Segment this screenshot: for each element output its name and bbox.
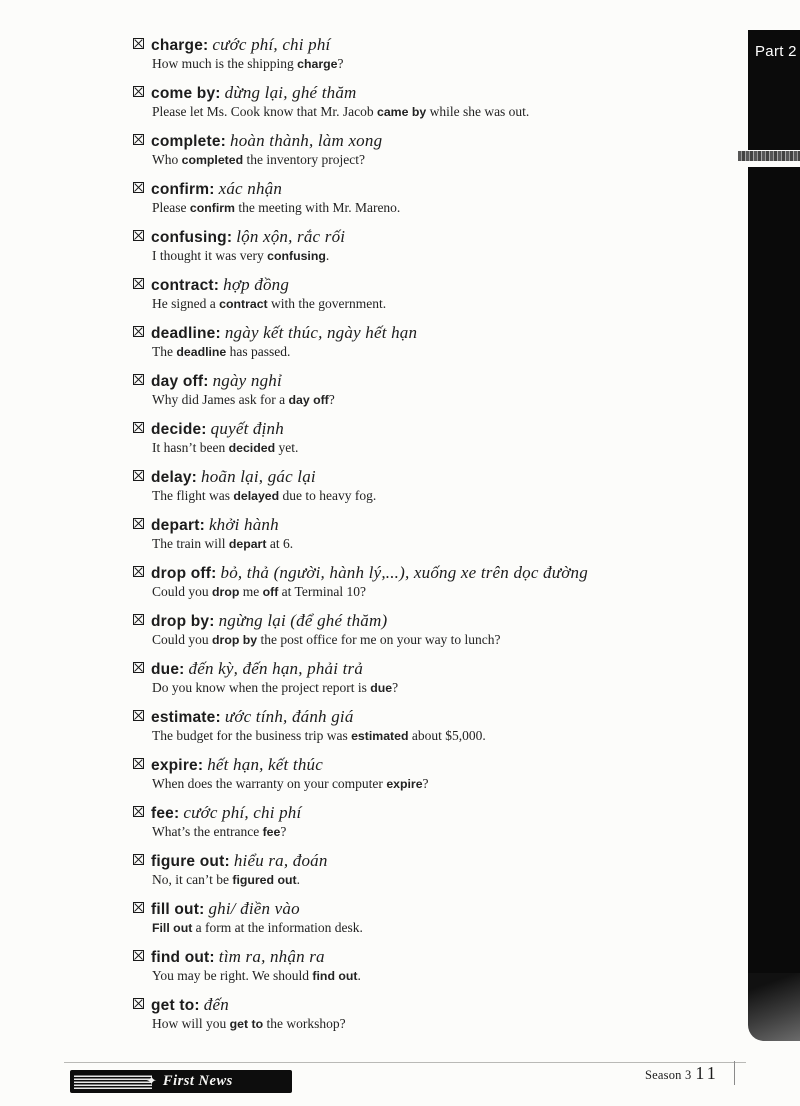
entry-meaning: ghi/ điền vào <box>208 899 300 918</box>
entry-meaning: tìm ra, nhận ra <box>218 947 325 966</box>
entry-word: due: <box>151 661 185 678</box>
entry-head <box>133 130 763 152</box>
entry-word: delay: <box>151 469 197 486</box>
entry-meaning: hợp đồng <box>223 275 290 294</box>
checkbox-icon <box>133 278 144 289</box>
checkbox-icon <box>133 710 144 721</box>
publisher-name: First News <box>162 1073 233 1089</box>
vocab-entry <box>133 274 763 312</box>
entry-word: come by: <box>151 85 221 102</box>
entry-meaning: xác nhận <box>218 179 283 198</box>
vocab-entry <box>133 754 763 792</box>
entry-head <box>133 802 763 824</box>
entry-word: depart: <box>151 517 205 534</box>
vocab-entry <box>133 994 763 1032</box>
entry-meaning: dừng lại, ghé thăm <box>224 83 357 102</box>
checkbox-icon <box>133 902 144 913</box>
entry-head <box>133 34 763 56</box>
vocab-entry <box>133 658 763 696</box>
entry-word: fee: <box>151 805 180 822</box>
entry-head <box>133 274 763 296</box>
entry-example: Please confirm the meeting with Mr. Mareno. <box>152 200 401 215</box>
entry-example: The deadline has passed. <box>152 344 291 359</box>
entry-word: complete: <box>151 133 227 150</box>
vocab-entry <box>133 226 763 264</box>
checkbox-icon <box>133 518 144 529</box>
entry-meaning: ngừng lại (để ghé thăm) <box>218 611 388 630</box>
entry-word: deadline: <box>151 325 221 342</box>
vocab-list <box>133 34 763 1042</box>
entry-meaning: hết hạn, kết thúc <box>207 755 323 774</box>
entry-head <box>133 946 763 968</box>
vocab-entry <box>133 562 763 600</box>
entry-meaning: cước phí, chi phí <box>212 35 331 54</box>
entry-meaning: đến <box>203 995 229 1014</box>
entry-example: The train will depart at 6. <box>152 536 294 551</box>
page-number: 11 <box>695 1063 719 1083</box>
entry-meaning: hoãn lại, gác lại <box>201 467 316 486</box>
entry-meaning: khởi hành <box>208 515 279 534</box>
entry-word: decide: <box>151 421 207 438</box>
entry-word: contract: <box>151 277 220 294</box>
entry-word: expire: <box>151 757 204 774</box>
vocab-entry <box>133 82 763 120</box>
entry-example: Could you drop me off at Terminal 10? <box>152 584 366 599</box>
entry-head <box>133 562 763 584</box>
entry-example: He signed a contract with the government. <box>152 296 387 311</box>
checkbox-icon <box>133 566 144 577</box>
checkbox-icon <box>133 662 144 673</box>
entry-meaning: cước phí, chi phí <box>183 803 302 822</box>
entry-head <box>133 82 763 104</box>
entry-meaning: ước tính, đánh giá <box>224 707 354 726</box>
entry-example: Who completed the inventory project? <box>152 152 365 167</box>
entry-example: You may be right. We should find out. <box>152 968 361 983</box>
checkbox-icon <box>133 950 144 961</box>
checkbox-icon <box>133 806 144 817</box>
entry-head <box>133 610 763 632</box>
entry-meaning: lộn xộn, rắc rối <box>236 227 346 246</box>
season-label: Season 3 <box>645 1068 692 1082</box>
part-tab <box>748 30 800 150</box>
logo-stripes-icon <box>74 1074 152 1089</box>
entry-head <box>133 994 763 1016</box>
entry-meaning: hoàn thành, làm xong <box>230 131 383 150</box>
part-tab-label: Part 2 <box>755 43 797 60</box>
entry-example: The flight was delayed due to heavy fog. <box>152 488 377 503</box>
entry-word: confusing: <box>151 229 233 246</box>
checkbox-icon <box>133 998 144 1009</box>
entry-meaning: quyết định <box>210 419 284 438</box>
entry-meaning: ngày kết thúc, ngày hết hạn <box>224 323 418 342</box>
entry-example: Please let Ms. Cook know that Mr. Jacob came by while she was out. <box>152 104 530 119</box>
entry-head <box>133 514 763 536</box>
entry-head <box>133 466 763 488</box>
entry-word: charge: <box>151 37 209 54</box>
entry-example: How will you get to the workshop? <box>152 1016 346 1031</box>
footer-page-info <box>645 1063 719 1084</box>
side-bar-fade <box>748 973 800 1041</box>
entry-example: I thought it was very confusing. <box>152 248 330 263</box>
entry-head <box>133 370 763 392</box>
entry-word: figure out: <box>151 853 230 870</box>
vocab-entry <box>133 898 763 936</box>
footer-rule <box>64 1062 746 1063</box>
entry-example: How much is the shipping charge? <box>152 56 344 71</box>
checkbox-icon <box>133 854 144 865</box>
vocab-entry <box>133 466 763 504</box>
vocab-entry <box>133 178 763 216</box>
entry-word: drop off: <box>151 565 217 582</box>
entry-example: The budget for the business trip was estimated about $5,000. <box>152 728 486 743</box>
tab-divider-texture <box>738 151 800 161</box>
checkbox-icon <box>133 134 144 145</box>
entry-word: estimate: <box>151 709 221 726</box>
vocab-entry <box>133 322 763 360</box>
checkbox-icon <box>133 230 144 241</box>
checkbox-icon <box>133 374 144 385</box>
entry-head <box>133 754 763 776</box>
page-edge-tick <box>734 1061 735 1085</box>
entry-word: find out: <box>151 949 215 966</box>
entry-head <box>133 898 763 920</box>
vocab-entry <box>133 610 763 648</box>
vocab-entry <box>133 514 763 552</box>
vocab-entry <box>133 34 763 72</box>
checkbox-icon <box>133 86 144 97</box>
publisher-logo <box>70 1070 292 1093</box>
entry-example: Fill out a form at the information desk. <box>152 920 363 935</box>
entry-head <box>133 178 763 200</box>
entry-head <box>133 418 763 440</box>
checkbox-icon <box>133 326 144 337</box>
checkbox-icon <box>133 422 144 433</box>
checkbox-icon <box>133 758 144 769</box>
entry-word: drop by: <box>151 613 215 630</box>
vocab-entry <box>133 130 763 168</box>
entry-example: What’s the entrance fee? <box>152 824 287 839</box>
entry-head <box>133 322 763 344</box>
vocab-entry <box>133 946 763 984</box>
entry-meaning: đến kỳ, đến hạn, phải trả <box>188 659 364 678</box>
vocab-entry <box>133 706 763 744</box>
entry-word: get to: <box>151 997 200 1014</box>
logo-star-icon: ✦ <box>146 1074 157 1089</box>
entry-head <box>133 226 763 248</box>
vocab-entry <box>133 850 763 888</box>
entry-example: It hasn’t been decided yet. <box>152 440 299 455</box>
checkbox-icon <box>133 38 144 49</box>
entry-word: fill out: <box>151 901 205 918</box>
entry-example: Could you drop by the post office for me on your way to lunch? <box>152 632 501 647</box>
checkbox-icon <box>133 614 144 625</box>
entry-meaning: ngày nghỉ <box>212 371 282 390</box>
entry-example: Do you know when the project report is due? <box>152 680 399 695</box>
entry-example: Why did James ask for a day off? <box>152 392 335 407</box>
vocab-entry <box>133 802 763 840</box>
entry-word: day off: <box>151 373 209 390</box>
entry-word: confirm: <box>151 181 215 198</box>
vocab-entry <box>133 370 763 408</box>
entry-example: When does the warranty on your computer expire? <box>152 776 429 791</box>
entry-head <box>133 850 763 872</box>
checkbox-icon <box>133 470 144 481</box>
vocab-entry <box>133 418 763 456</box>
entry-head <box>133 706 763 728</box>
checkbox-icon <box>133 182 144 193</box>
entry-meaning: bỏ, thả (người, hành lý,...), xuống xe trên dọc đường <box>220 563 588 582</box>
entry-example: No, it can’t be figured out. <box>152 872 300 887</box>
entry-meaning: hiểu ra, đoán <box>233 851 328 870</box>
side-bar <box>748 167 800 973</box>
entry-head <box>133 658 763 680</box>
